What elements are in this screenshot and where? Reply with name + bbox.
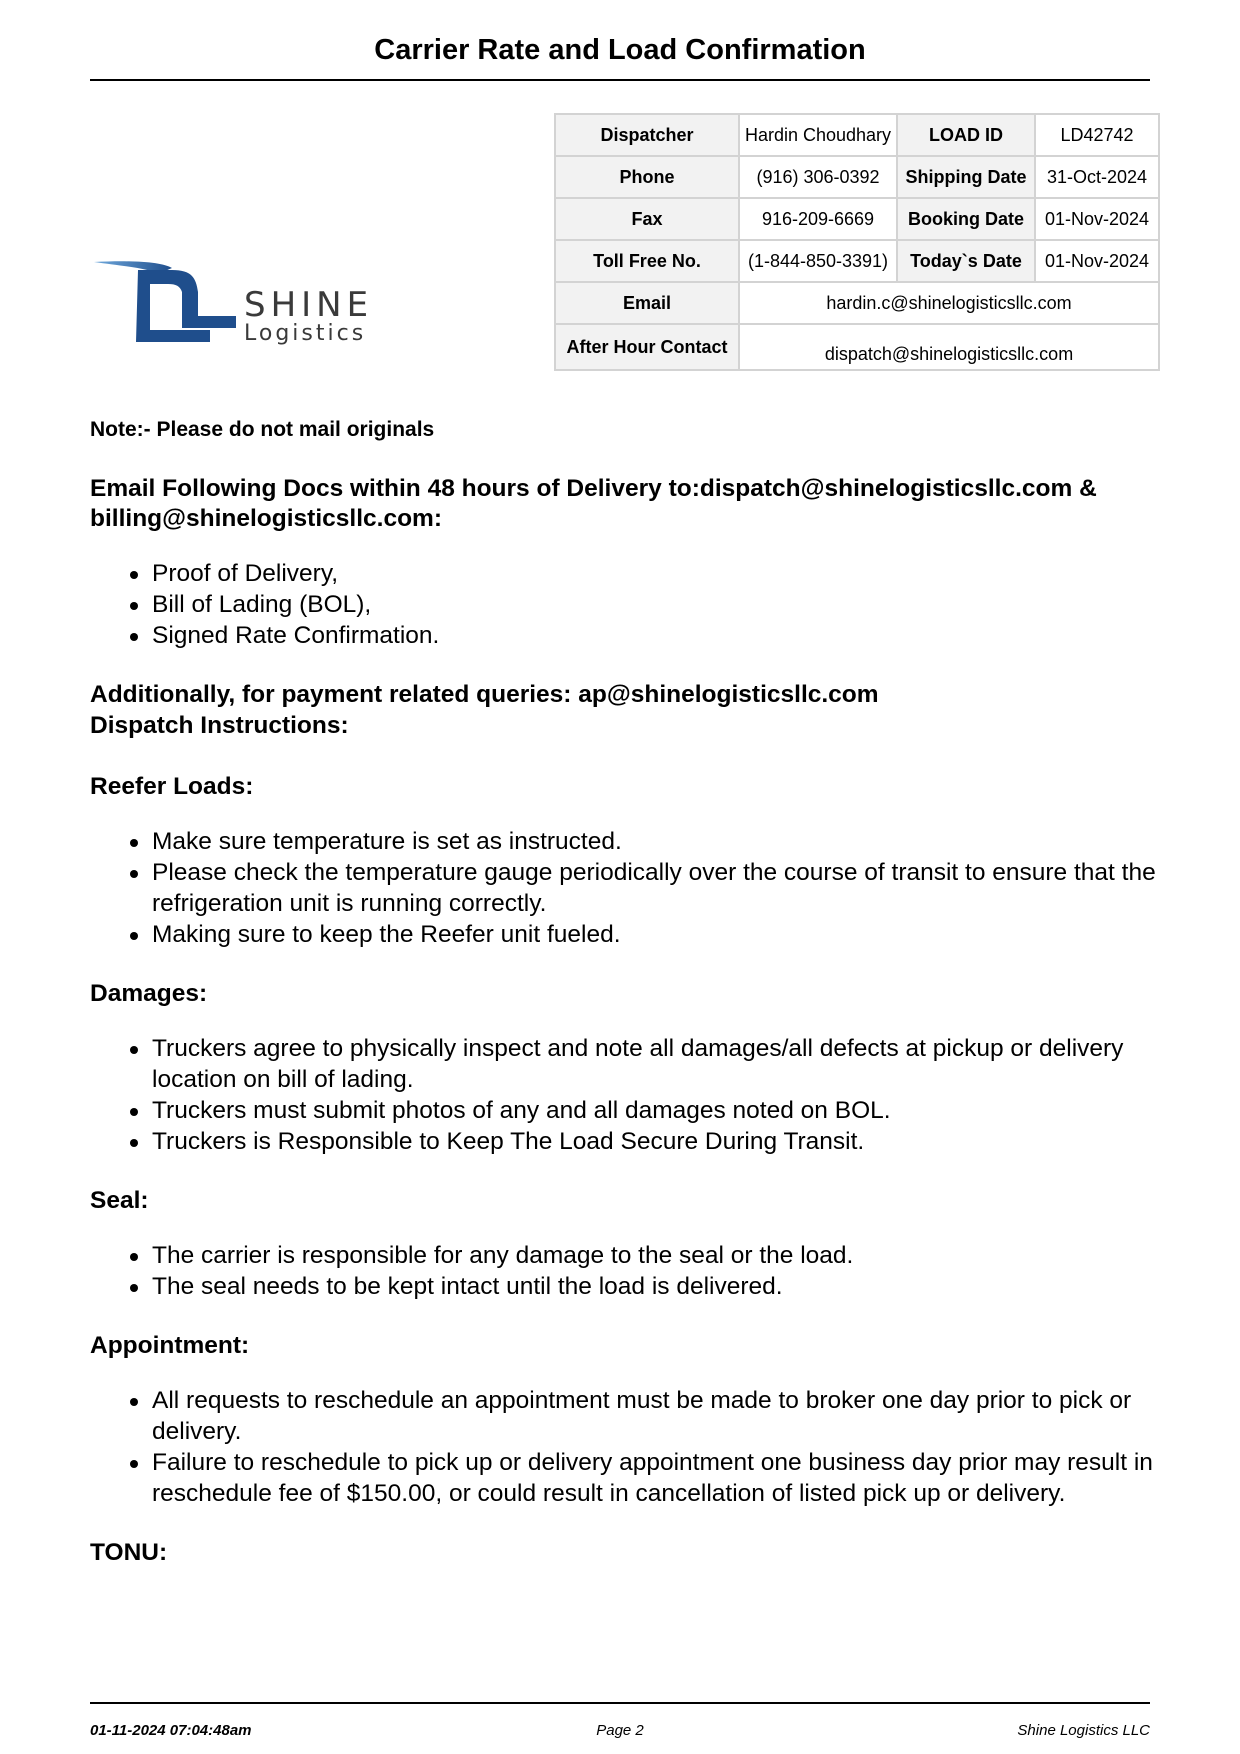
- footer-company: Shine Logistics LLC: [1017, 1722, 1150, 1739]
- section-heading-damages: Damages:: [90, 980, 208, 1007]
- todays-date-label: Today`s Date: [897, 240, 1035, 282]
- load-info-table: [554, 113, 1160, 371]
- seal-list: [90, 1240, 1160, 1302]
- logo-text: [244, 285, 374, 346]
- toll-free-value: (1-844-850-3391): [739, 240, 897, 282]
- fax-value: 916-209-6669: [739, 198, 897, 240]
- document-body: [90, 418, 1160, 1568]
- list-item: Please check the temperature gauge periodically over the course of transit to ensure that the refrigeration unit is running correctly.: [152, 857, 1160, 919]
- after-hour-value: dispatch@shinelogisticsllc.com: [739, 324, 1159, 370]
- table-row: [555, 156, 1159, 198]
- list-item: Bill of Lading (BOL),: [152, 589, 1160, 620]
- dispatcher-value: Hardin Choudhary: [739, 114, 897, 156]
- payment-queries-heading: Additionally, for payment related queries: ap@shinelogisticsllc.com: [90, 681, 879, 708]
- fax-label: Fax: [555, 198, 739, 240]
- after-hour-label: After Hour Contact: [555, 324, 739, 370]
- reefer-list: [90, 826, 1160, 950]
- list-item: All requests to reschedule an appointment must be made to broker one day prior to pick or delivery.: [152, 1385, 1160, 1447]
- toll-free-label: Toll Free No.: [555, 240, 739, 282]
- phone-label: Phone: [555, 156, 739, 198]
- shipping-date-label: Shipping Date: [897, 156, 1035, 198]
- title-divider: [90, 79, 1150, 81]
- booking-date-label: Booking Date: [897, 198, 1035, 240]
- logo-line1: SHINE: [244, 285, 374, 325]
- footer-divider: [90, 1702, 1150, 1704]
- table-row: [555, 324, 1159, 370]
- load-id-value: LD42742: [1035, 114, 1159, 156]
- list-item: Signed Rate Confirmation.: [152, 620, 1160, 651]
- list-item: Make sure temperature is set as instructed.: [152, 826, 1160, 857]
- email-label: Email: [555, 282, 739, 324]
- phone-value: (916) 306-0392: [739, 156, 897, 198]
- table-row: [555, 198, 1159, 240]
- table-row: [555, 240, 1159, 282]
- list-item: Failure to reschedule to pick up or delivery appointment one business day prior may result in reschedule fee of $150.00, or could result in cancellation of listed pick up or delivery.: [152, 1447, 1160, 1509]
- list-item: Truckers is Responsible to Keep The Load Secure During Transit.: [152, 1126, 1160, 1157]
- booking-date-value: 01-Nov-2024: [1035, 198, 1159, 240]
- email-docs-heading: [90, 474, 1160, 534]
- email-value: hardin.c@shinelogisticsllc.com: [739, 282, 1159, 324]
- list-item: Truckers agree to physically inspect and note all damages/all defects at pickup or delivery location on bill of lading.: [152, 1033, 1160, 1095]
- table-row: [555, 282, 1159, 324]
- table-row: [555, 114, 1159, 156]
- shipping-date-value: 31-Oct-2024: [1035, 156, 1159, 198]
- section-heading-tonu: TONU:: [90, 1539, 168, 1566]
- dispatch-instructions-heading: Dispatch Instructions:: [90, 712, 349, 739]
- email-docs-heading-line2: billing@shinelogisticsllc.com:: [90, 505, 442, 532]
- list-item: Proof of Delivery,: [152, 558, 1160, 589]
- logo-line2: Logistics: [244, 321, 367, 346]
- dispatcher-label: Dispatcher: [555, 114, 739, 156]
- note-text: Note:- Please do not mail originals: [90, 418, 435, 441]
- damages-list: [90, 1033, 1160, 1157]
- load-id-label: LOAD ID: [897, 114, 1035, 156]
- page-title: Carrier Rate and Load Confirmation: [374, 34, 866, 66]
- footer-timestamp: 01-11-2024 07:04:48am: [90, 1722, 252, 1739]
- section-heading-reefer: Reefer Loads:: [90, 773, 254, 800]
- email-docs-heading-line1: Email Following Docs within 48 hours of Delivery to:dispatch@shinelogisticsllc.com &: [90, 475, 1097, 502]
- list-item: Making sure to keep the Reefer unit fueled.: [152, 919, 1160, 950]
- section-heading-appointment: Appointment:: [90, 1332, 250, 1359]
- section-heading-seal: Seal:: [90, 1187, 149, 1214]
- list-item: The seal needs to be kept intact until the load is delivered.: [152, 1271, 1160, 1302]
- footer-page-number: Page 2: [596, 1722, 644, 1739]
- list-item: The carrier is responsible for any damage to the seal or the load.: [152, 1240, 1160, 1271]
- email-docs-list: [90, 558, 1160, 651]
- list-item: Truckers must submit photos of any and all damages noted on BOL.: [152, 1095, 1160, 1126]
- appointment-list: [90, 1385, 1160, 1509]
- todays-date-value: 01-Nov-2024: [1035, 240, 1159, 282]
